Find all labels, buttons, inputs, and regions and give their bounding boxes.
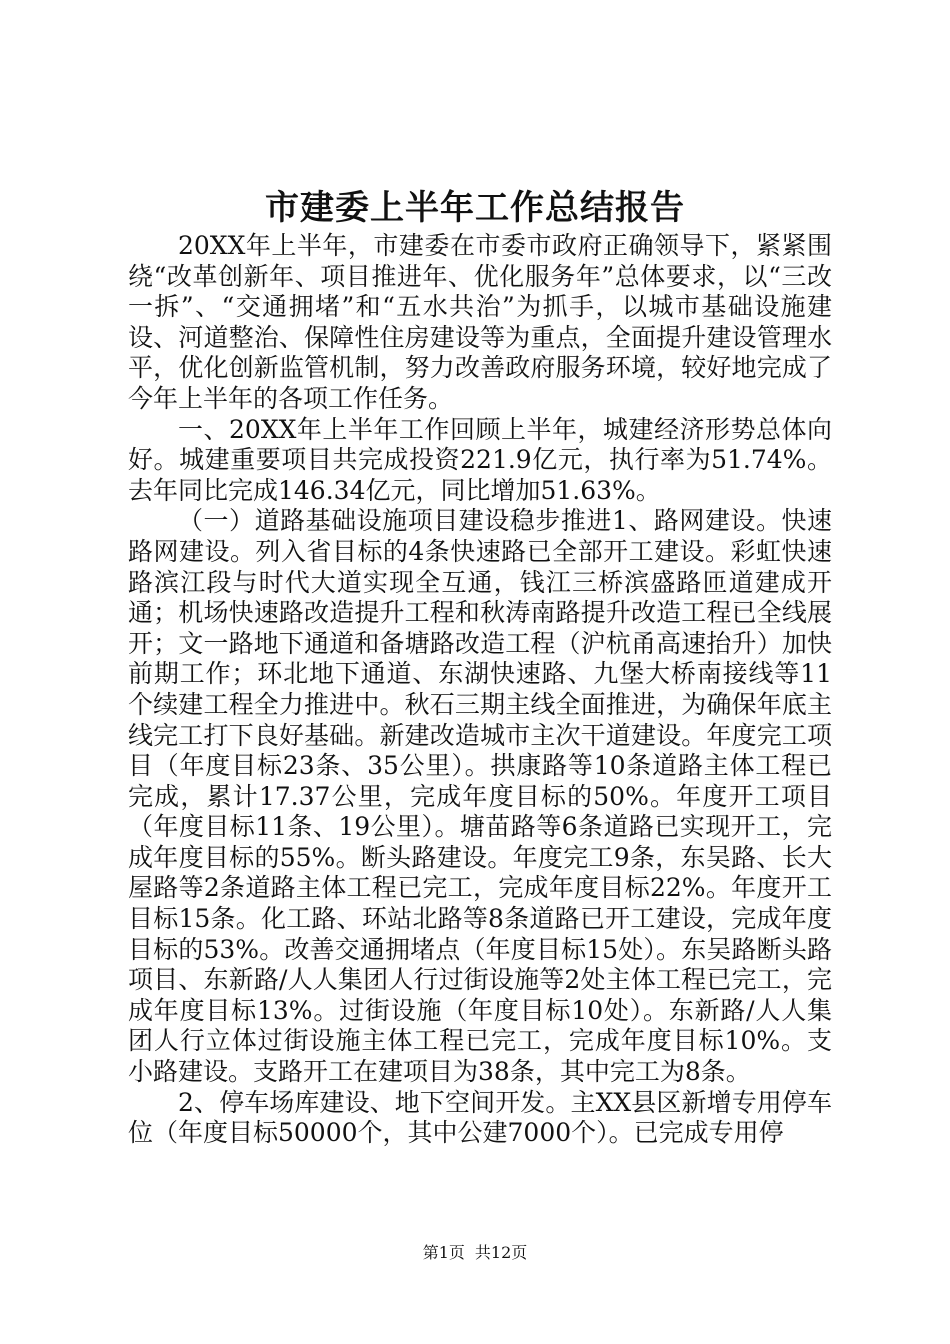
- document-title: 市建委上半年工作总结报告: [265, 188, 685, 228]
- paragraph-intro: 20XX年上半年，市建委在市委市政府正确领导下，紧紧围绕“改革创新年、项目推进年、优化服务年”总体要求，以“三改一拆”、“交通拥堵”和“五水共治”为抓手，以城市基础设施建设、河道整治、保障性住房建设等为重点，全面提升建设管理水平，优化创新监管机制，努力改善政府服务环境，较好地完成了今年上半年的各项工作任务。: [128, 231, 832, 413]
- paragraph-review: 一、20XX年上半年工作回顾上半年，城建经济形势总体向好。城建重要项目共完成投资221.9亿元，执行率为51.74%。去年同比完成146.34亿元，同比增加51.63%。: [128, 414, 832, 505]
- page-total: 共12页: [474, 1243, 528, 1262]
- document-body: [128, 231, 832, 1149]
- page-number: 第1页: [422, 1243, 465, 1262]
- page-footer: [0, 1242, 950, 1264]
- paragraph-road-infrastructure: （一）道路基础设施项目建设稳步推进1、路网建设。快速路网建设。列入省目标的4条快速路已全部开工建设。彩虹快速路滨江段与时代大道实现全互通，钱江三桥滨盛路匝道建成开通；机场快速路改造提升工程和秋涛南路提升改造工程已全线展开；文一路地下通道和备塘路改造工程（沪杭甬高速抬升）加快前期工作；环北地下通道、东湖快速路、九堡大桥南接线等11个续建工程全力推进中。秋石三期主线全面推进，为确保年底主线完工打下良好基础。新建改造城市主次干道建设。年度完工项目（年度目标23条、35公里）。拱康路等10条道路主体工程已完成，累计17.37公里，完成年度目标的50%。年度开工项目（年度目标11条、19公里）。塘苗路等6条道路已实现开工，完成年度目标的55%。断头路建设。年度完工9条，东吴路、长大屋路等2条道路主体工程已完工，完成年度目标22%。年度开工目标15条。化工路、环站北路等8条道路已开工建设，完成年度目标的53%。改善交通拥堵点（年度目标15处）。东吴路断头路项目、东新路/人人集团人行过街设施等2处主体工程已完工，完成年度目标13%。过街设施（年度目标10处）。东新路/人人集团人行立体过街设施主体工程已完工，完成年度目标10%。支小路建设。支路开工在建项目为38条，其中完工为8条。: [128, 506, 832, 1087]
- paragraph-parking: 2、停车场库建设、地下空间开发。主XX县区新增专用停车位（年度目标50000个，其中公建7000个）。已完成专用停: [128, 1087, 832, 1148]
